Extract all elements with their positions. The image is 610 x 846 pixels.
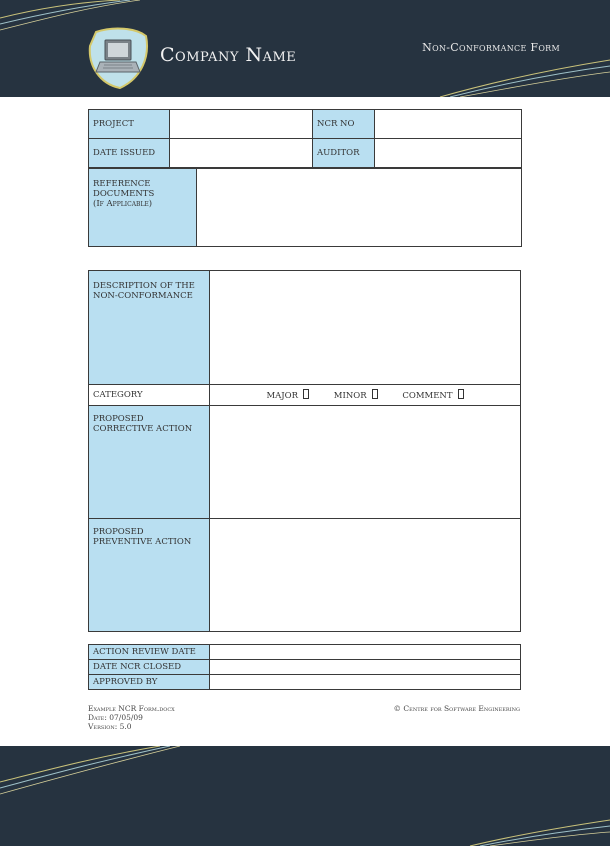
comment-checkbox[interactable] <box>458 389 464 399</box>
form-title: Non-Conformance Form <box>422 41 560 54</box>
preventive-action-field[interactable] <box>210 519 521 632</box>
corrective-action-field[interactable] <box>210 406 521 519</box>
reference-field[interactable] <box>197 169 522 247</box>
description-label: DESCRIPTION OF THE NON-CONFORMANCE <box>89 271 210 385</box>
corrective-action-label: PROPOSED CORRECTIVE ACTION <box>89 406 210 519</box>
document-date: Date: 07/05/09 <box>88 713 143 722</box>
category-option-minor: MINOR <box>334 391 378 401</box>
approved-by-field[interactable] <box>210 675 521 690</box>
project-label: PROJECT <box>89 110 170 139</box>
major-checkbox[interactable] <box>303 389 309 399</box>
laptop-icon <box>86 26 150 90</box>
preventive-action-label: PROPOSED PREVENTIVE ACTION <box>89 519 210 632</box>
reference-label-main: REFERENCE DOCUMENTS <box>93 179 155 199</box>
minor-checkbox[interactable] <box>372 389 378 399</box>
date-ncr-closed-label: DATE NCR CLOSED <box>89 660 210 675</box>
reference-label <box>89 169 197 247</box>
project-info-table <box>88 109 522 168</box>
action-review-date-field[interactable] <box>210 645 521 660</box>
copyright-notice: © Centre for Software Engineering <box>393 704 520 713</box>
date-issued-label: DATE ISSUED <box>89 139 170 168</box>
description-field[interactable] <box>210 271 521 385</box>
company-name: Company Name <box>160 44 297 66</box>
category-option-major: MAJOR <box>266 391 309 401</box>
category-options <box>210 385 521 406</box>
review-table <box>88 644 521 690</box>
auditor-field[interactable] <box>375 139 522 168</box>
project-field[interactable] <box>170 110 313 139</box>
category-option-comment: COMMENT <box>402 391 463 401</box>
reference-table <box>88 168 522 247</box>
ncr-no-field[interactable] <box>375 110 522 139</box>
category-label: CATEGORY <box>89 385 210 406</box>
document-version: Version: 5.0 <box>88 722 132 731</box>
footer-swoosh-decoration <box>0 746 610 846</box>
approved-by-label: APPROVED BY <box>89 675 210 690</box>
nonconformance-table <box>88 270 521 632</box>
ncr-no-label: NCR NO <box>313 110 375 139</box>
header-band <box>0 0 610 97</box>
date-issued-field[interactable] <box>170 139 313 168</box>
reference-label-note: (If Applicable) <box>93 199 153 209</box>
date-ncr-closed-field[interactable] <box>210 660 521 675</box>
footer-band <box>0 746 610 846</box>
document-filename: Example NCR Form.docx <box>88 704 175 713</box>
document-metadata <box>88 704 175 731</box>
auditor-label: AUDITOR <box>313 139 375 168</box>
action-review-date-label: ACTION REVIEW DATE <box>89 645 210 660</box>
